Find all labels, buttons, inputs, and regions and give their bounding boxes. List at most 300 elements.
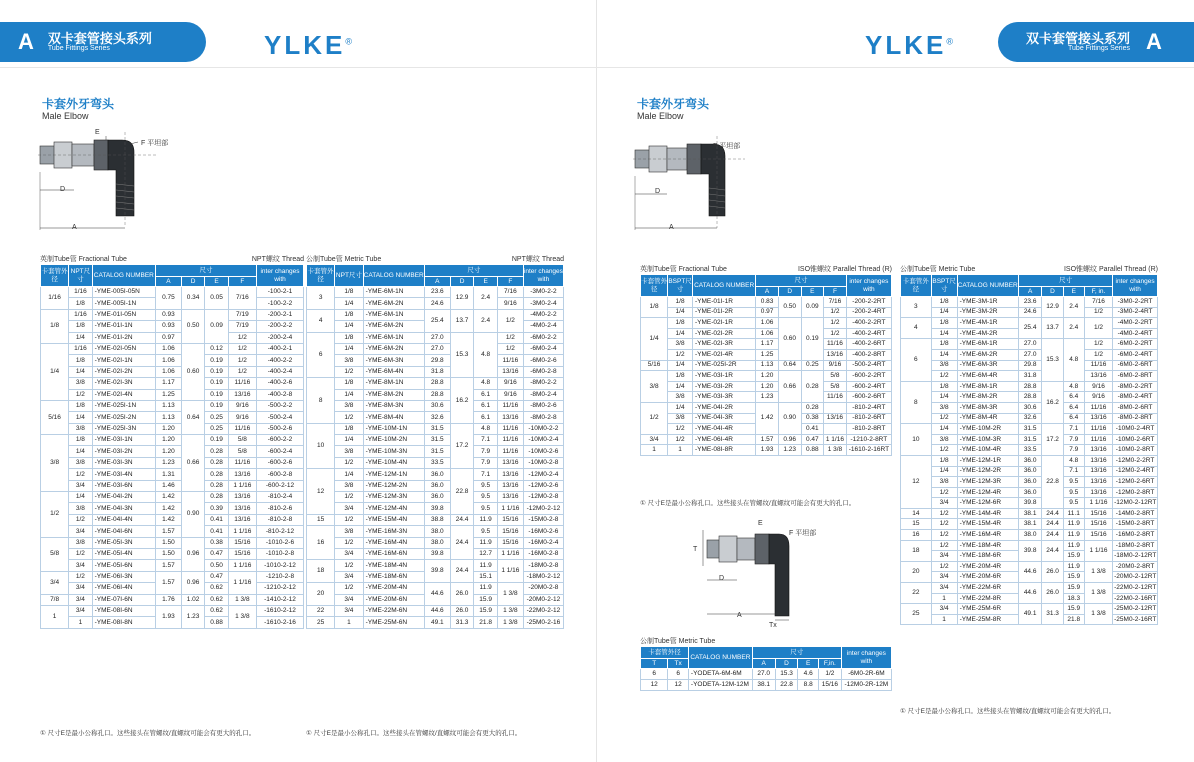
- cell-a: 23.6: [1018, 297, 1042, 308]
- cell-tx: 6: [668, 669, 689, 680]
- header-f: F: [824, 287, 847, 297]
- header-inter: inter changes with: [846, 275, 891, 297]
- cell-a: 0.83: [756, 297, 779, 308]
- cell-f: 11/16: [824, 339, 847, 350]
- cell-catalog: -YME-03I-1N: [92, 435, 155, 446]
- cell-e: 0.62: [205, 594, 228, 605]
- cell-catalog: -YME-02I-3R: [692, 339, 755, 350]
- cell-e: 0.25: [801, 360, 824, 371]
- cell-a: 39.8: [424, 560, 450, 583]
- cell-inter: -500-2-2: [256, 400, 303, 411]
- header-tube_od: 卡套管外径: [641, 275, 668, 297]
- cell-a: 1.42: [756, 402, 779, 434]
- cell-thread: 3/4: [335, 605, 363, 616]
- cell-a: 1.06: [156, 366, 182, 377]
- cell-e: 15.1: [474, 571, 498, 582]
- cell-thread: 3/8: [335, 446, 363, 457]
- cell-catalog: -YME-10M-4R: [957, 445, 1018, 456]
- cell-e: 6.4: [1063, 413, 1084, 424]
- table-row: [901, 434, 1158, 445]
- cell-f: 15/16: [497, 537, 523, 548]
- adapter-spec-table: [640, 646, 892, 691]
- cell-thread: 1: [335, 617, 363, 628]
- header-d: D: [1042, 287, 1063, 297]
- cell-thread: 1/4: [335, 389, 363, 400]
- cell-f: 13/16: [228, 469, 256, 480]
- table-row: [901, 466, 1158, 477]
- cell-d: 22.8: [775, 680, 798, 691]
- header-size: 尺寸: [752, 647, 841, 659]
- cell-d: 1.02: [181, 594, 204, 605]
- footnote-metric: ① 尺寸E是最小公称孔口。这些接头在管螺纹/直螺纹可能会有更大的孔口。: [306, 730, 522, 737]
- cell-a: 32.6: [424, 412, 450, 423]
- cell-a: 28.8: [1018, 381, 1042, 392]
- cell-tube-od: 3/8: [41, 435, 69, 492]
- cell-inter: -8M0-2-8: [523, 412, 563, 423]
- cell-d: 16.2: [450, 378, 474, 424]
- cell-tube-od: 25: [901, 604, 932, 625]
- cell-e: 0.47: [205, 571, 228, 582]
- cell-e: 0.41: [801, 424, 824, 435]
- table-row: [901, 307, 1158, 318]
- header-tube_od: 卡套管外径: [901, 275, 932, 297]
- cell-catalog: -YME-8M-1N: [363, 378, 424, 389]
- cell-tube-od: 1/4: [641, 318, 668, 360]
- cell-a: 31.5: [424, 446, 450, 457]
- table-row: [41, 457, 304, 468]
- cell-f: 1 3/8: [1084, 604, 1112, 625]
- cell-a: 36.0: [1018, 477, 1042, 488]
- cell-a: 36.0: [424, 480, 450, 491]
- cell-e: 0.28: [205, 492, 228, 503]
- cell-f: 9/16: [824, 360, 847, 371]
- cell-f: 1 1/16: [228, 526, 256, 537]
- product-title: 卡套外牙弯头: [42, 97, 115, 111]
- cell-tube-od: 18: [901, 540, 932, 561]
- cell-f: 1/2: [497, 309, 523, 332]
- cell-thread: 1/2: [668, 424, 693, 435]
- cell-f: 11/16: [228, 378, 256, 389]
- cell-thread: 1/8: [69, 321, 92, 332]
- cell-f: 13/16: [1084, 455, 1112, 466]
- cell-thread: 1/4: [931, 328, 957, 339]
- cell-thread: 1/4: [69, 446, 92, 457]
- cell-inter: -600-2-4: [256, 446, 303, 457]
- table-row: [307, 366, 564, 377]
- cell-e: 4.8: [1063, 455, 1084, 466]
- cell-catalog: -YME-08I-8R: [692, 445, 755, 456]
- table-row: [41, 469, 304, 480]
- cell-catalog: -YME-10M-1N: [363, 423, 424, 434]
- cell-d: 0.90: [181, 492, 204, 538]
- cell-e: 2.4: [474, 309, 498, 332]
- cell-tube-od: 3/4: [41, 571, 69, 594]
- cell-a: 30.6: [1018, 402, 1042, 413]
- cell-d: 26.0: [450, 583, 474, 606]
- cell-thread: 3/8: [668, 413, 693, 424]
- cell-e: 11.9: [1063, 540, 1084, 551]
- cell-a: 30.6: [424, 400, 450, 411]
- header-row: [901, 275, 1158, 287]
- cell-catalog: -YME-6M-2N: [363, 321, 424, 332]
- cell-a: 1.13: [756, 360, 779, 371]
- cell-f: 13/16: [1084, 413, 1112, 424]
- cell-e: 6.1: [474, 389, 498, 400]
- cell-d: 13.7: [1042, 318, 1063, 339]
- cell-tube-od: 5/16: [641, 360, 668, 371]
- table-row: [307, 480, 564, 491]
- adapter-label-a: A: [737, 612, 742, 619]
- cell-a: 28.8: [424, 389, 450, 400]
- table-row: [641, 307, 892, 318]
- cell-thread: 3/8: [335, 400, 363, 411]
- cell-a: 23.6: [424, 287, 450, 298]
- cell-inter: -8M0-2-2: [523, 378, 563, 389]
- cell-catalog: -YME-10M-2R: [957, 424, 1018, 435]
- header-row: [41, 265, 304, 277]
- header-size: 尺寸: [1018, 275, 1112, 287]
- cell-d: 0.34: [181, 287, 204, 310]
- cell-inter: -400-2-4: [256, 366, 303, 377]
- cell-e: 7.1: [1063, 424, 1084, 435]
- cell-inter: -10M0-2-4RT: [1113, 424, 1158, 435]
- cell-f: 9/16: [497, 389, 523, 400]
- cell-d: 24.4: [450, 514, 474, 525]
- cell-catalog: -YME-02I-4R: [692, 349, 755, 360]
- cell-f: 1 3/8: [228, 594, 256, 605]
- cell-tx: 12: [668, 680, 689, 691]
- cell-inter: -6M0-2-6RT: [1113, 360, 1158, 371]
- header-size: 尺寸: [156, 265, 257, 277]
- adapter-label-e: E: [758, 520, 763, 527]
- cell-inter: -10M0-2-2: [523, 423, 563, 434]
- cell-inter: -810-2-6: [256, 503, 303, 514]
- cell-e: 11.1: [1063, 508, 1084, 519]
- cell-inter: -500-2-6: [256, 423, 303, 434]
- cell-thread: 3/8: [69, 457, 92, 468]
- table-row: [641, 381, 892, 392]
- cell-tube-od: 20: [901, 561, 932, 582]
- cell-inter: -8M0-2-8RT: [1113, 413, 1158, 424]
- header-d: D: [778, 287, 801, 297]
- cell-catalog: -YME-04I-6N: [92, 526, 155, 537]
- cell-inter: -600-2-12: [256, 480, 303, 491]
- cell-f: 13/16: [497, 366, 523, 377]
- cell-a: 36.0: [1018, 487, 1042, 498]
- cell-inter: -12M0-2R-12M: [841, 680, 891, 691]
- cell-e: 0.47: [205, 548, 228, 559]
- cell-catalog: -YME-07I-6N: [92, 594, 155, 605]
- cell-a: 0.97: [756, 307, 779, 318]
- cell-a: 1.20: [156, 446, 182, 457]
- cell-a: 24.6: [1018, 307, 1042, 318]
- cell-thread: 1/2: [931, 540, 957, 551]
- cell-tube-od: 3: [307, 287, 335, 310]
- cell-e: 9.5: [1063, 498, 1084, 509]
- table-row: [901, 297, 1158, 308]
- footnote-fractional: ① 尺寸E是最小公称孔口。这些接头在管螺纹/直螺纹可能会有更大的孔口。: [40, 730, 256, 737]
- header-catalog: CATALOG NUMBER: [688, 647, 752, 669]
- header-a: A: [424, 277, 450, 287]
- series-banner: [998, 22, 1194, 62]
- cell-catalog: -YME-04I-3R: [692, 413, 755, 424]
- cell-inter: -1410-2-12: [256, 594, 303, 605]
- header-e: E: [1063, 287, 1084, 297]
- cell-f: 13/16: [497, 412, 523, 423]
- cell-tube-od: 10: [901, 424, 932, 456]
- cell-inter: -810-2-4RT: [846, 402, 891, 413]
- brand-name: YLKE: [264, 30, 346, 60]
- cell-a: 1.06: [156, 343, 182, 354]
- cell-d: 0.90: [778, 402, 801, 434]
- cell-e: 8.8: [798, 680, 819, 691]
- cell-thread: 1/8: [335, 423, 363, 434]
- cell-catalog: -YME-18M-4R: [957, 540, 1018, 551]
- metric-captions: [900, 264, 1158, 274]
- cell-e: 11.9: [474, 514, 498, 525]
- cell-e: 6.4: [1063, 402, 1084, 413]
- cell-a: 1.06: [156, 355, 182, 366]
- cell-e: 11.9: [1063, 530, 1084, 541]
- cell-e: 4.8: [1063, 381, 1084, 392]
- cell-f: 9/16: [1084, 381, 1112, 392]
- cell-a: 32.6: [1018, 413, 1042, 424]
- cell-a: 1.20: [756, 371, 779, 382]
- cell-a: 33.5: [1018, 445, 1042, 456]
- table-row: [901, 360, 1158, 371]
- cell-f: 7/16: [1084, 297, 1112, 308]
- table-row: [41, 514, 304, 525]
- cell-f: 15/16: [497, 514, 523, 525]
- cell-catalog: -YME-02I-2R: [692, 328, 755, 339]
- cell-e: 7.1: [474, 435, 498, 446]
- table-row: [307, 583, 564, 594]
- cell-f: 7/16: [497, 287, 523, 298]
- cell-catalog: -YME-8M-1R: [957, 381, 1018, 392]
- cell-thread: 1/4: [335, 321, 363, 332]
- cell-e: 4.8: [474, 423, 498, 434]
- cell-tube-od: 3/8: [641, 371, 668, 403]
- header-tube_od: 卡套管外径: [307, 265, 335, 287]
- cell-d: 12.9: [1042, 297, 1063, 318]
- cell-a: 39.8: [424, 548, 450, 559]
- cell-f: 7/16: [228, 287, 256, 310]
- cell-thread: 3/8: [668, 339, 693, 350]
- cell-thread: 1/8: [69, 298, 92, 309]
- cell-thread: 1/4: [69, 332, 92, 343]
- cell-f: 1 1/16: [1084, 498, 1112, 509]
- cell-thread: 1/2: [335, 560, 363, 571]
- table-row: [901, 519, 1158, 530]
- cell-catalog: -YME-6M-3N: [363, 355, 424, 366]
- cell-inter: -500-2-4RT: [846, 360, 891, 371]
- cell-catalog: -YME-025I-3N: [92, 423, 155, 434]
- cell-thread: 1/8: [931, 381, 957, 392]
- cell-catalog: -YME-20M-6R: [957, 572, 1018, 583]
- cell-a: 39.8: [1018, 540, 1042, 561]
- table-row: [641, 680, 892, 691]
- header-size: 尺寸: [756, 275, 846, 287]
- cell-a: 1.57: [156, 560, 182, 571]
- cell-inter: -20M0-2-12: [523, 594, 563, 605]
- cell-inter: -200-2-2RT: [846, 297, 891, 308]
- cell-thread: 3/8: [931, 477, 957, 488]
- cell-e: 11.9: [474, 560, 498, 571]
- cell-thread: 3/4: [931, 498, 957, 509]
- brand-logo: YLKE®: [865, 30, 953, 60]
- product-subtitle: Male Elbow: [637, 111, 684, 121]
- cell-f: [824, 424, 847, 435]
- cell-f: 1 1/16: [228, 560, 256, 571]
- table-row: [41, 503, 304, 514]
- table-row: [307, 457, 564, 468]
- cell-tube-od: 6: [307, 332, 335, 378]
- cell-thread: 3/8: [335, 526, 363, 537]
- cell-inter: -25M0-2-12RT: [1113, 604, 1158, 615]
- cell-thread: 3/8: [69, 423, 92, 434]
- table-row: [641, 328, 892, 339]
- header-d: D: [450, 277, 474, 287]
- brand-name: YLKE: [865, 30, 947, 60]
- cell-thread: 1/2: [335, 412, 363, 423]
- cell-e: 15.9: [474, 605, 498, 616]
- cell-inter: -12M0-2-8: [523, 492, 563, 503]
- cell-inter: -6M0-2R-6M: [841, 669, 891, 680]
- cell-inter: -600-2-8: [256, 469, 303, 480]
- cell-f: 1/2: [228, 366, 256, 377]
- cell-inter: -22M0-2-16RT: [1113, 593, 1158, 604]
- cell-catalog: -YME-10M-2N: [363, 435, 424, 446]
- header-row: [641, 647, 892, 659]
- cell-tube-od: 1: [641, 445, 668, 456]
- cell-catalog: -YME-6M-1N: [363, 287, 424, 298]
- cell-inter: -16M0-2-6: [523, 526, 563, 537]
- cell-catalog: -YME-02I-1R: [692, 318, 755, 329]
- cell-thread: 3/8: [668, 392, 693, 403]
- metric-spec-table: [306, 264, 564, 629]
- header-e: E: [474, 277, 498, 287]
- cell-a: 1.31: [156, 469, 182, 480]
- table-row: [41, 492, 304, 503]
- cell-a: 31.8: [1018, 371, 1042, 382]
- cell-catalog: -YME-03I-3N: [92, 457, 155, 468]
- cell-catalog: -YME-05I-3N: [92, 537, 155, 548]
- cell-t: 12: [641, 680, 668, 691]
- cell-inter: -1010-2-12: [256, 560, 303, 571]
- male-elbow-drawing-r: [633, 132, 763, 236]
- cell-catalog: -YME-02I-1N: [92, 355, 155, 366]
- cell-tube-od: 6: [901, 339, 932, 381]
- cell-a: 44.6: [1018, 561, 1042, 582]
- cell-d: 31.3: [450, 617, 474, 628]
- cell-f: 13/16: [228, 389, 256, 400]
- cell-catalog: -YME-6M-1N: [363, 332, 424, 343]
- cell-a: 24.6: [424, 298, 450, 309]
- cell-inter: -500-2-4: [256, 412, 303, 423]
- cell-thread: 3/4: [69, 480, 92, 491]
- table-row: [641, 318, 892, 329]
- cell-a: 28.8: [1018, 392, 1042, 403]
- cell-thread: 3/8: [335, 480, 363, 491]
- cell-catalog: -YME-005I-05N: [92, 287, 155, 298]
- cell-thread: 1/2: [335, 537, 363, 548]
- cell-thread: 3/4: [69, 605, 92, 616]
- cell-inter: -810-2-4: [256, 492, 303, 503]
- cell-catalog: -YME-25M-6R: [957, 604, 1018, 615]
- cell-a: 1.57: [156, 571, 182, 594]
- table-row: [901, 540, 1158, 551]
- table-row: [901, 561, 1158, 572]
- cell-thread: 1/2: [335, 492, 363, 503]
- table-row: [307, 423, 564, 434]
- cell-d: 26.0: [450, 605, 474, 616]
- cell-catalog: -YME-03I-4N: [92, 469, 155, 480]
- cell-thread: 1/8: [69, 355, 92, 366]
- table-row: [901, 371, 1158, 382]
- cell-thread: 1/2: [931, 371, 957, 382]
- cell-catalog: -YME-6M-2R: [957, 349, 1018, 360]
- table-row: [901, 530, 1158, 541]
- cell-inter: -1210-2-8RT: [846, 434, 891, 445]
- cell-a: 38.1: [1018, 508, 1042, 519]
- cell-inter: -25M0-2-16: [523, 617, 563, 628]
- cell-f: 1 3/8: [497, 617, 523, 628]
- cell-f: 1 1/16: [497, 548, 523, 559]
- cell-catalog: -YME-12M-3R: [957, 477, 1018, 488]
- metric-caption: 公制Tube管 Metric Tube: [306, 256, 382, 263]
- cell-e: 0.50: [205, 560, 228, 571]
- cell-f: 13/16: [228, 492, 256, 503]
- cell-e: 0.28: [205, 480, 228, 491]
- cell-catalog: -YME-6M-3R: [957, 360, 1018, 371]
- cell-a: 1.50: [156, 537, 182, 548]
- cell-tube-od: 10: [307, 423, 335, 469]
- cell-a: 1.42: [156, 492, 182, 503]
- header-thread: NPT尺寸: [69, 265, 92, 287]
- header-f: F: [497, 277, 523, 287]
- cell-e: 15.9: [1063, 583, 1084, 594]
- cell-catalog: -YME-06I-3N: [92, 571, 155, 582]
- cell-catalog: -YME-12M-4R: [957, 487, 1018, 498]
- cell-a: 38.1: [1018, 519, 1042, 530]
- table-row: [41, 548, 304, 559]
- cell-e: 0.09: [205, 309, 228, 343]
- table-row: [901, 392, 1158, 403]
- cell-catalog: -YME-18M-6R: [957, 551, 1018, 562]
- cell-catalog: -YME-005I-1N: [92, 298, 155, 309]
- cell-thread: 1/16: [69, 309, 92, 320]
- drawing-label-d: D: [655, 188, 661, 195]
- table-row: [307, 617, 564, 628]
- cell-thread: 3/4: [931, 604, 957, 615]
- cell-thread: 1/4: [668, 307, 693, 318]
- cell-a: 1.42: [156, 514, 182, 525]
- cell-a: 33.5: [424, 457, 450, 468]
- cell-tube-od: 12: [307, 469, 335, 515]
- cell-f: [824, 402, 847, 413]
- cell-inter: -3M0-2-2: [523, 287, 563, 298]
- header-e: E: [205, 277, 228, 287]
- header-a: A: [752, 659, 775, 669]
- cell-d: 24.4: [1042, 519, 1063, 530]
- cell-thread: 3/4: [931, 551, 957, 562]
- cell-a: 1.20: [756, 381, 779, 392]
- cell-f: 7/19: [228, 321, 256, 332]
- cell-e: 0.47: [801, 434, 824, 445]
- header-catalog: CATALOG NUMBER: [957, 275, 1018, 297]
- cell-tube-od: 5/16: [41, 400, 69, 434]
- cell-f: 13/16: [824, 413, 847, 424]
